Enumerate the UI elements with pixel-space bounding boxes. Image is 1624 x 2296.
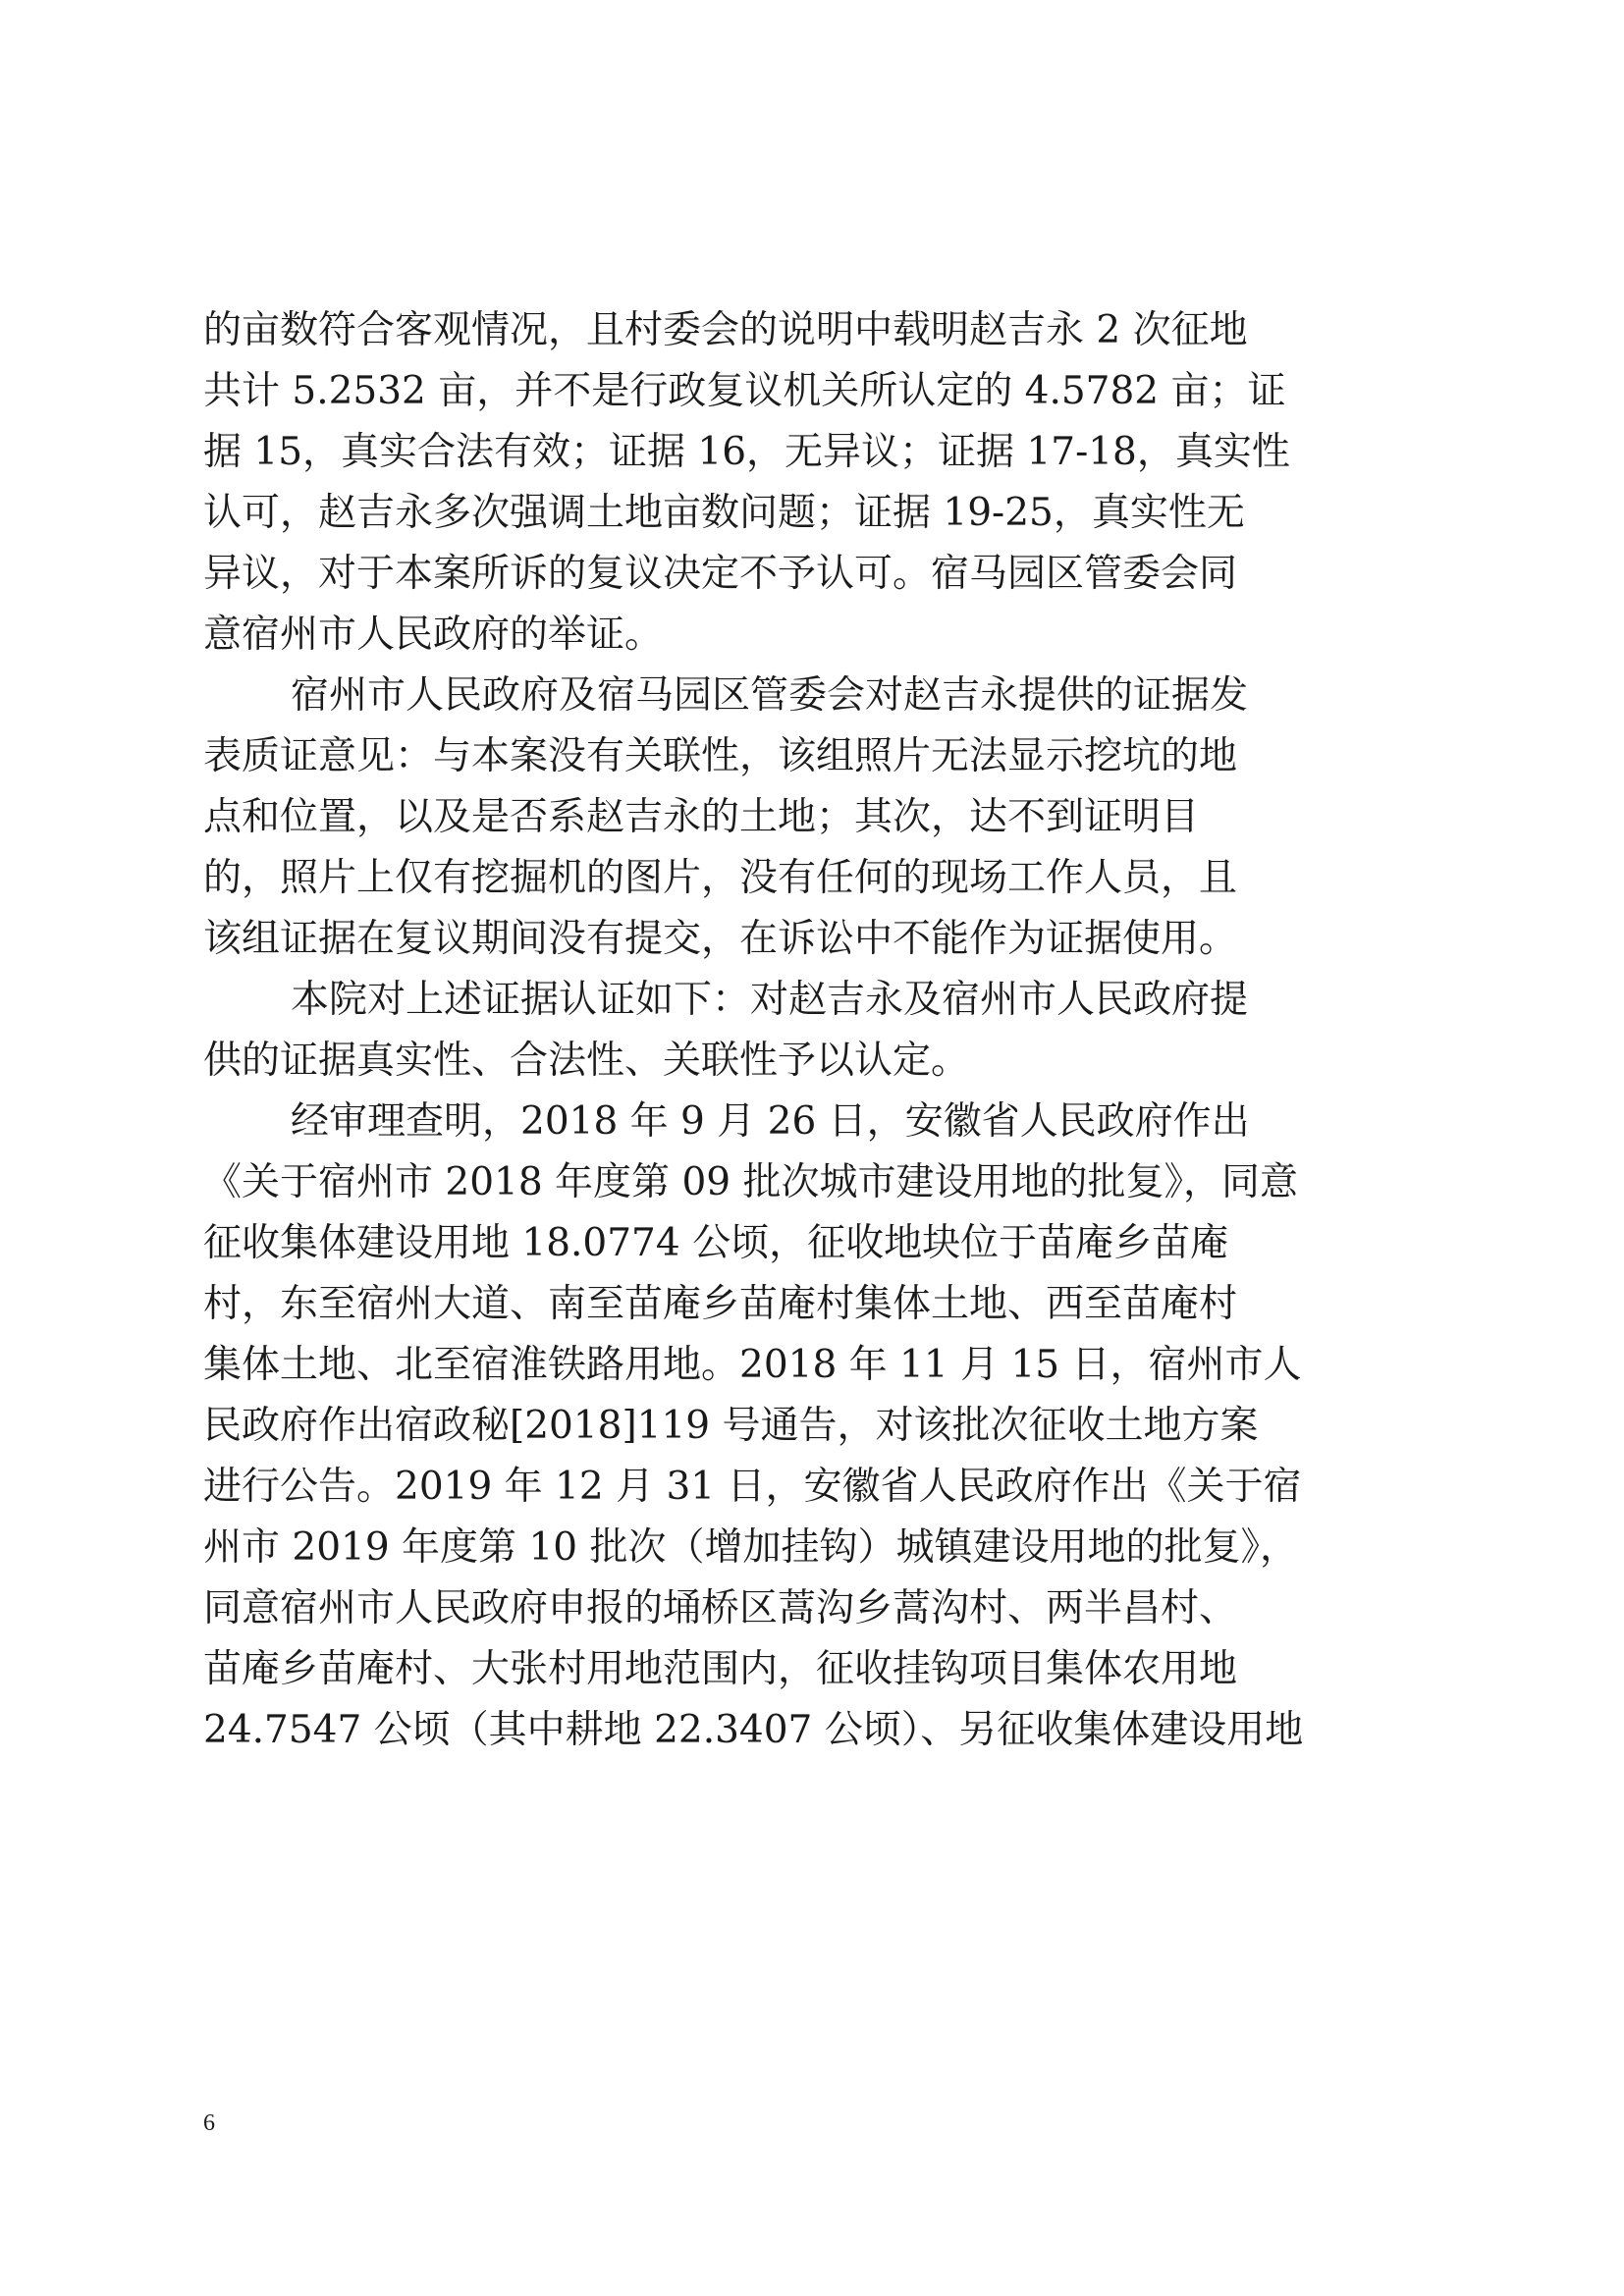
text-line: 点和位置，以及是否系赵吉永的土地；其次，达不到证明目	[203, 795, 1200, 839]
text-line: 的，照片上仅有挖掘机的图片，没有任何的现场工作人员，且	[203, 856, 1238, 900]
paragraph-start-line: 宿州市人民政府及宿马园区管委会对赵吉永提供的证据发	[291, 673, 1249, 718]
text-line: 苗庵乡苗庵村、大张村用地范围内，征收挂钩项目集体农用地	[203, 1647, 1238, 1691]
paragraph-start-line: 经审理查明，2018 年 9 月 26 日，安徽省人民政府作出	[291, 1099, 1250, 1144]
text-line: 认可，赵吉永多次强调土地亩数问题；证据 19-25，真实性无	[203, 491, 1245, 535]
page-number: 6	[203, 2110, 215, 2136]
text-line: 意宿州市人民政府的举证。	[203, 613, 664, 657]
text-line: 州市 2019 年度第 10 批次（增加挂钩）城镇建设用地的批复》，	[203, 1525, 1298, 1570]
text-line: 的亩数符合客观情况，且村委会的说明中载明赵吉永 2 次征地	[203, 308, 1248, 352]
text-line: 据 15，真实合法有效；证据 16，无异议；证据 17-18，真实性	[203, 430, 1290, 474]
text-line: 异议，对于本案所诉的复议决定不予认可。宿马园区管委会同	[203, 552, 1238, 596]
text-line: 供的证据真实性、合法性、关联性予以认定。	[203, 1039, 970, 1083]
text-line: 24.7547 公顷（其中耕地 22.3407 公顷）、另征收集体建设用地	[203, 1708, 1304, 1752]
paragraph-start-line: 本院对上述证据认证如下：对赵吉永及宿州市人民政府提	[291, 978, 1249, 1022]
text-line: 同意宿州市人民政府申报的埇桥区蒿沟乡蒿沟村、两半昌村、	[203, 1586, 1238, 1630]
text-line: 《关于宿州市 2018 年度第 09 批次城市建设用地的批复》，同意	[203, 1160, 1298, 1204]
text-line: 征收集体建设用地 18.0774 公顷，征收地块位于苗庵乡苗庵	[203, 1221, 1229, 1265]
text-line: 表质证意见：与本案没有关联性，该组照片无法显示挖坑的地	[203, 734, 1238, 778]
text-line: 共计 5.2532 亩，并不是行政复议机关所认定的 4.5782 亩；证	[203, 369, 1286, 413]
text-line: 该组证据在复议期间没有提交，在诉讼中不能作为证据使用。	[203, 917, 1238, 961]
text-line: 民政府作出宿政秘[2018]119 号通告，对该批次征收土地方案	[203, 1404, 1259, 1448]
text-line: 集体土地、北至宿淮铁路用地。2018 年 11 月 15 日，宿州市人	[203, 1343, 1302, 1387]
text-line: 进行公告。2019 年 12 月 31 日，安徽省人民政府作出《关于宿	[203, 1465, 1302, 1509]
text-line: 村，东至宿州大道、南至苗庵乡苗庵村集体土地、西至苗庵村	[203, 1282, 1238, 1326]
